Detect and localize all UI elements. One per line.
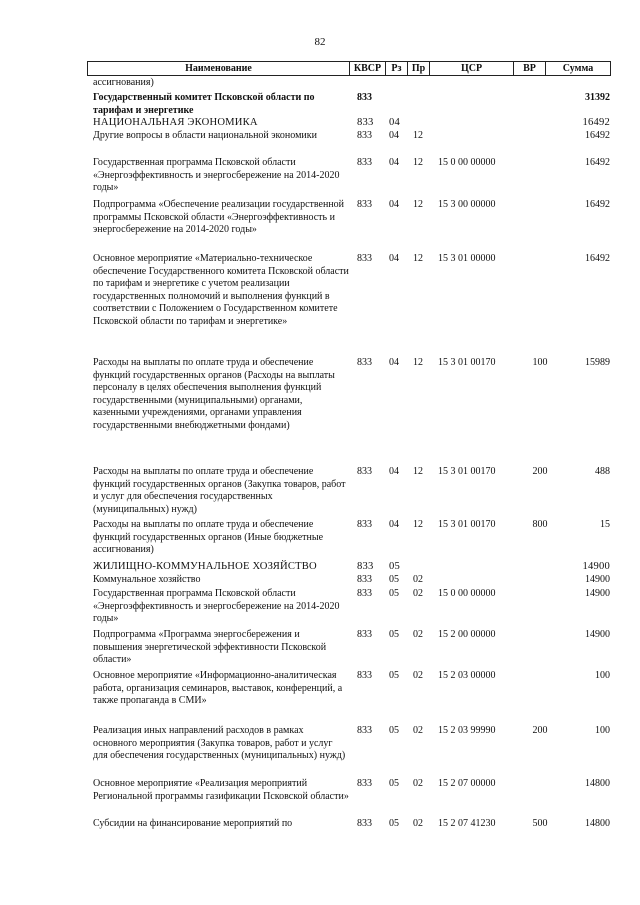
row-name: Другие вопросы в области национальной экономики bbox=[93, 130, 317, 141]
row-pr: 02 bbox=[413, 778, 423, 789]
row-name: Подпрограмма «Обеспечение реализации государственной программы Псковской области «Энергоэффективность и энергосбережение на 2014-2020 годы» bbox=[93, 199, 345, 236]
header-csr: ЦСР bbox=[430, 62, 514, 75]
row-name: Подпрограмма «Программа энергосбережения и повышения энергетической эффективности Псковской области» bbox=[93, 629, 327, 666]
row-rz: 04 bbox=[389, 519, 399, 530]
row-rz: 05 bbox=[389, 629, 399, 640]
row-vr: 800 bbox=[532, 519, 548, 530]
row-sum: 16492 bbox=[585, 253, 610, 264]
row-kvsr: 833 bbox=[357, 629, 372, 640]
row-sum: 16492 bbox=[585, 157, 610, 168]
row-kvsr: 833 bbox=[357, 778, 372, 789]
row-csr: 15 3 01 00170 bbox=[438, 519, 496, 530]
row-kvsr: 833 bbox=[357, 818, 372, 829]
row-rz: 04 bbox=[389, 157, 399, 168]
row-pr: 12 bbox=[413, 253, 423, 264]
row-pr: 02 bbox=[413, 588, 423, 599]
row-kvsr: 833 bbox=[357, 199, 372, 210]
row-name: Государственная программа Псковской области «Энергоэффективность и энергосбережение на 2014-2020 годы» bbox=[93, 157, 340, 194]
row-rz: 05 bbox=[389, 818, 399, 829]
row-rz: 04 bbox=[389, 117, 400, 128]
row-sum: 16492 bbox=[582, 117, 610, 128]
row-sum: 14900 bbox=[585, 574, 610, 585]
row-name: Основное мероприятие «Материально-техническое обеспечение Государственного комитета Псковской области по тарифам и энергетике с учетом реализации государственных полномочий и выполнения функций в соответствии с Положением о Государственном комитете Псковской области по тарифам и энергетике» bbox=[93, 253, 349, 327]
row-rz: 04 bbox=[389, 357, 399, 368]
header-name: Наименование bbox=[88, 62, 350, 75]
row-vr: 200 bbox=[532, 725, 548, 736]
row-kvsr: 833 bbox=[357, 519, 372, 530]
row-rz: 04 bbox=[389, 253, 399, 264]
row-vr: 100 bbox=[532, 357, 548, 368]
row-sum: 14900 bbox=[582, 561, 610, 572]
row-vr: 200 bbox=[532, 466, 548, 477]
row-pr: 02 bbox=[413, 574, 423, 585]
row-pr: 12 bbox=[413, 157, 423, 168]
row-kvsr: 833 bbox=[357, 670, 372, 681]
row-csr: 15 2 00 00000 bbox=[438, 629, 496, 640]
row-kvsr: 833 bbox=[357, 130, 372, 141]
row-name: Основное мероприятие «Реализация мероприятий Региональной программы газификации Псковской области» bbox=[93, 778, 349, 802]
row-kvsr: 833 bbox=[357, 466, 372, 477]
header-pr: Пр bbox=[408, 62, 430, 75]
row-name: ЖИЛИЩНО-КОММУНАЛЬНОЕ ХОЗЯЙСТВО bbox=[93, 561, 317, 572]
row-csr: 15 3 01 00170 bbox=[438, 466, 496, 477]
row-name: НАЦИОНАЛЬНАЯ ЭКОНОМИКА bbox=[93, 117, 258, 128]
row-csr: 15 2 07 00000 bbox=[438, 778, 496, 789]
header-sum: Сумма bbox=[562, 63, 594, 74]
row-sum: 14800 bbox=[585, 778, 610, 789]
row-csr: 15 2 07 41230 bbox=[438, 818, 496, 829]
row-name: Расходы на выплаты по оплате труда и обеспечение функций государственных органов (Расходы на выплаты персоналу в целях обеспечения выполнения функций государственными (муниципальными) органами, казенными учреждениями, органами управления государственными внебюджетными фондами) bbox=[93, 357, 335, 431]
row-csr: 15 3 01 00000 bbox=[438, 253, 496, 264]
row-rz: 05 bbox=[389, 561, 400, 572]
row-csr: 15 0 00 00000 bbox=[438, 157, 496, 168]
row-sum: 15 bbox=[600, 519, 610, 530]
table-header bbox=[87, 61, 611, 76]
row-pr: 12 bbox=[413, 357, 423, 368]
header-vr: ВР bbox=[514, 62, 546, 75]
row-sum: 31392 bbox=[585, 92, 610, 103]
row-pr: 02 bbox=[413, 725, 423, 736]
row-rz: 05 bbox=[389, 778, 399, 789]
row-pr: 02 bbox=[413, 670, 423, 681]
header-kvsr: КВСР bbox=[350, 62, 386, 75]
row-sum: 14800 bbox=[585, 818, 610, 829]
row-name: Государственный комитет Псковской области по тарифам и энергетике bbox=[93, 92, 315, 116]
row-name: Реализация иных направлений расходов в рамках основного мероприятия (Закупка товаров, работ и услуг для обеспечения государственных (муниципальных) нужд) bbox=[93, 725, 346, 762]
row-pr: 12 bbox=[413, 130, 423, 141]
row-rz: 04 bbox=[389, 130, 399, 141]
row-kvsr: 833 bbox=[357, 588, 372, 599]
row-kvsr: 833 bbox=[357, 92, 372, 103]
row-rz: 04 bbox=[389, 466, 399, 477]
row-name: Коммунальное хозяйство bbox=[93, 574, 201, 585]
row-name: Основное мероприятие «Информационно-аналитическая работа, организация семинаров, выставок, конференций, а также пропаганда в СМИ» bbox=[93, 670, 343, 707]
row-rz: 05 bbox=[389, 574, 399, 585]
row-rz: 05 bbox=[389, 670, 399, 681]
row-rz: 05 bbox=[389, 725, 399, 736]
row-kvsr: 833 bbox=[357, 725, 372, 736]
row-name: Расходы на выплаты по оплате труда и обеспечение функций государственных органов (Закупка товаров, работ и услуг для обеспечения государственных (муниципальных) нужд) bbox=[93, 466, 346, 515]
row-csr: 15 3 00 00000 bbox=[438, 199, 496, 210]
row-csr: 15 2 03 99990 bbox=[438, 725, 496, 736]
row-name: Расходы на выплаты по оплате труда и обеспечение функций государственных органов (Иные бюджетные ассигнования) bbox=[93, 519, 324, 556]
row-kvsr: 833 bbox=[357, 157, 372, 168]
row-csr: 15 0 00 00000 bbox=[438, 588, 496, 599]
row-name: Субсидии на финансирование мероприятий по bbox=[93, 818, 293, 829]
row-rz: 05 bbox=[389, 588, 399, 599]
row-pr: 12 bbox=[413, 199, 423, 210]
header-rz: Рз bbox=[386, 62, 408, 75]
row-sum: 14900 bbox=[585, 588, 610, 599]
page-number: 82 bbox=[314, 36, 326, 48]
row-kvsr: 833 bbox=[357, 574, 372, 585]
row-kvsr: 833 bbox=[357, 357, 372, 368]
row-sum: 16492 bbox=[585, 130, 610, 141]
row-csr: 15 3 01 00170 bbox=[438, 357, 496, 368]
row-kvsr: 833 bbox=[357, 253, 372, 264]
continuation-label: ассигнования) bbox=[93, 77, 154, 88]
row-pr: 12 bbox=[413, 519, 423, 530]
row-pr: 12 bbox=[413, 466, 423, 477]
row-sum: 488 bbox=[595, 466, 610, 477]
row-kvsr: 833 bbox=[357, 561, 374, 572]
row-rz: 04 bbox=[389, 199, 399, 210]
row-pr: 02 bbox=[413, 629, 423, 640]
row-pr: 02 bbox=[413, 818, 423, 829]
row-sum: 100 bbox=[595, 725, 610, 736]
row-vr: 500 bbox=[532, 818, 548, 829]
row-sum: 14900 bbox=[585, 629, 610, 640]
row-csr: 15 2 03 00000 bbox=[438, 670, 496, 681]
row-name: Государственная программа Псковской области «Энергоэффективность и энергосбережение на 2014-2020 годы» bbox=[93, 588, 340, 625]
row-sum: 15989 bbox=[585, 357, 610, 368]
row-sum: 100 bbox=[595, 670, 610, 681]
row-sum: 16492 bbox=[585, 199, 610, 210]
row-kvsr: 833 bbox=[357, 117, 374, 128]
